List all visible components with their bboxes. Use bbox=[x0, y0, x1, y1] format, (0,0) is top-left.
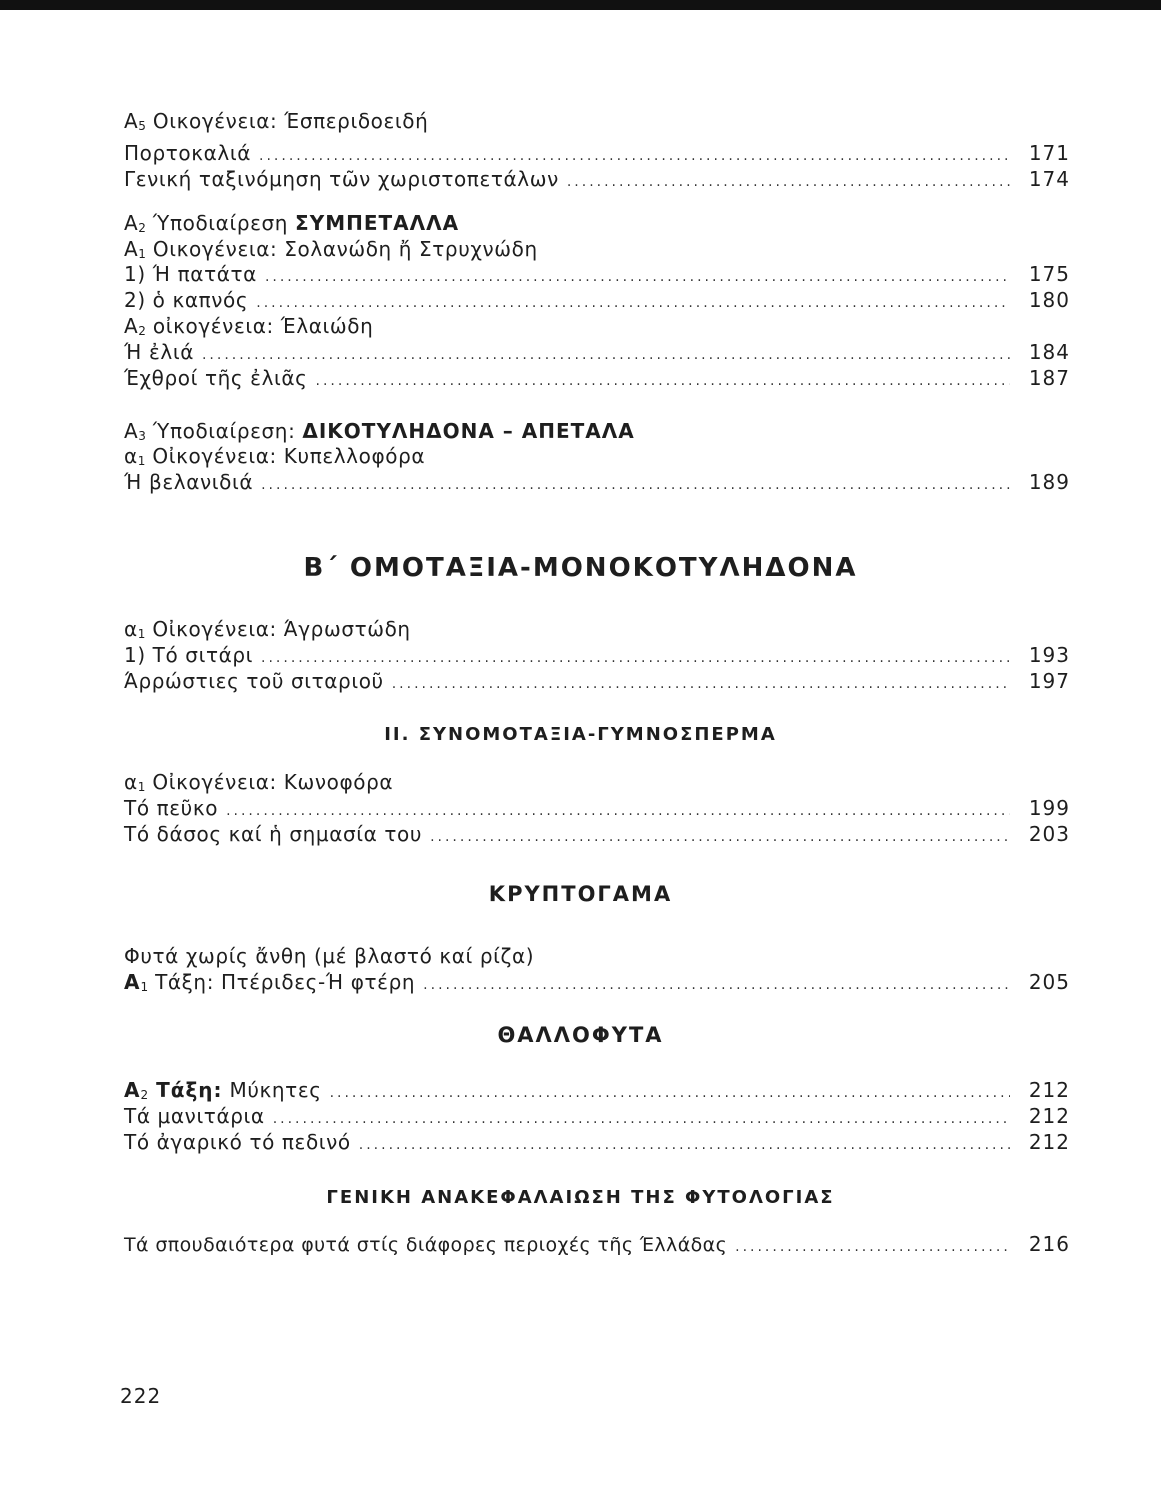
toc-entry[interactable]: 1) Τό σιτάρι ..... 193 bbox=[124, 642, 1070, 668]
toc-entry[interactable]: Τό ἀγαρικό τό πεδινό ..... 212 bbox=[124, 1129, 1070, 1155]
page-number: 216 bbox=[1028, 1232, 1070, 1256]
toc-subdivision-heading: $A_2$ Ύποδιαίρεση ΣΥΜΠΕΤΑΛΛΑ bbox=[124, 211, 460, 235]
page-folio-number: 222 bbox=[120, 1384, 162, 1408]
toc-family-heading: $A_1$ Οικογένεια: Σολανώδη ἤ Στρυχνώδη bbox=[124, 237, 538, 261]
toc-entry[interactable]: 1) Ή πατάτα ..... 175 bbox=[124, 261, 1070, 287]
page-number: 184 bbox=[1028, 340, 1070, 364]
page-number: 171 bbox=[1028, 141, 1070, 165]
toc-entry[interactable]: Τά σπουδαιότερα φυτά στίς διάφορες περιοχές τῆς Έλλάδας ..... 216 bbox=[124, 1231, 1070, 1257]
toc-entry[interactable]: Πορτοκαλιά ..... 171 bbox=[124, 140, 1070, 166]
toc-entry[interactable]: $A_2$ Τάξη: Μύκητες ..... 212 bbox=[124, 1077, 1070, 1103]
page-number: 199 bbox=[1028, 796, 1070, 820]
toc-subheading: Φυτά χωρίς ἄνθη (μέ βλαστό καί ρίζα) bbox=[124, 944, 535, 968]
page-number: 193 bbox=[1028, 643, 1070, 667]
toc-family-heading: $\alpha_1$ Οἰκογένεια: Άγρωστώδη bbox=[124, 617, 411, 641]
page-number: 189 bbox=[1028, 470, 1070, 494]
toc-subdivision-heading: $A_3$ Ύποδιαίρεση: ΔΙΚΟΤΥΛΗΔΟΝΑ – ΑΠΕΤΑΛΑ bbox=[124, 419, 635, 443]
toc-family-heading: $\alpha_1$ Οἰκογένεια: Κωνοφόρα bbox=[124, 770, 394, 794]
toc-entry[interactable]: Τό πεῦκο ..... 199 bbox=[124, 795, 1070, 821]
toc-family-heading: $A_5$ Οικογένεια: Έσπεριδοειδή bbox=[124, 109, 429, 133]
section-heading-gymnosperms: ΙΙ. ΣΥΝΟΜΟΤΑΞΙΑ-ΓΥΜΝΟΣΠΕΡΜΑ bbox=[384, 724, 777, 745]
toc-family-heading: $\alpha_1$ Οἰκογένεια: Κυπελλοφόρα bbox=[124, 444, 426, 468]
toc-entry[interactable]: Ή ἐλιά ..... 184 bbox=[124, 339, 1070, 365]
page-number: 175 bbox=[1028, 262, 1070, 286]
section-heading-cryptogams: ΚΡΥΠΤΟΓΑΜΑ bbox=[488, 882, 673, 906]
section-heading-thallophytes: ΘΑΛΛΟΦΥΤΑ bbox=[497, 1023, 664, 1047]
page-number: 212 bbox=[1028, 1104, 1070, 1128]
toc-entry[interactable]: Ή βελανιδιά ..... 189 bbox=[124, 469, 1070, 495]
toc-entry[interactable]: $A_1$ Τάξη: Πτέριδες-Ή φτέρη ..... 205 bbox=[124, 969, 1070, 995]
page-number: 212 bbox=[1028, 1130, 1070, 1154]
toc-entry[interactable]: Τό δάσος καί ἡ σημασία του ..... 203 bbox=[124, 821, 1070, 847]
page-number: 212 bbox=[1028, 1078, 1070, 1102]
toc-entry[interactable]: Έχθροί τῆς ἐλιᾶς ..... 187 bbox=[124, 365, 1070, 391]
page-number: 203 bbox=[1028, 822, 1070, 846]
toc-entry[interactable]: Τά μανιτάρια ..... 212 bbox=[124, 1103, 1070, 1129]
page-number: 205 bbox=[1028, 970, 1070, 994]
page-number: 180 bbox=[1028, 288, 1070, 312]
section-heading-monocotyledons: Β΄ ΟΜΟΤΑΞΙΑ-ΜΟΝΟΚΟΤΥΛΗΔΟΝΑ bbox=[303, 553, 858, 583]
toc-entry[interactable]: Γενική ταξινόμηση τῶν χωριστοπετάλων ..... 174 bbox=[124, 166, 1070, 192]
page-number: 187 bbox=[1028, 366, 1070, 390]
toc-family-heading: $A_2$ οἰκογένεια: Έλαιώδη bbox=[124, 314, 374, 338]
section-heading-general-recap: ΓΕΝΙΚΗ ΑΝΑΚΕΦΑΛΑΙΩΣΗ ΤΗΣ ΦΥΤΟΛΟΓΙΑΣ bbox=[326, 1187, 835, 1208]
toc-entry[interactable]: 2) ὁ καπνός ..... 180 bbox=[124, 287, 1070, 313]
page-number: 197 bbox=[1028, 669, 1070, 693]
toc-entry[interactable]: Άρρώστιες τοῦ σιταριοῦ ..... 197 bbox=[124, 668, 1070, 694]
page-number: 174 bbox=[1028, 167, 1070, 191]
